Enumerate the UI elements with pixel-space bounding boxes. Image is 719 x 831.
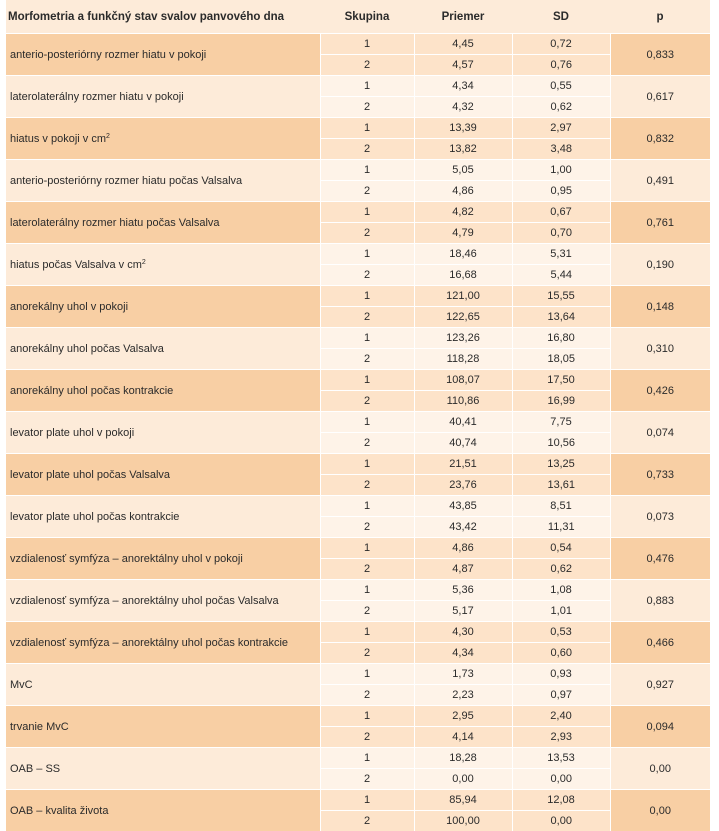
mean-cell: 4,34 [414,76,512,97]
sd-cell: 8,51 [512,496,610,517]
table-row [6,706,710,727]
sd-cell: 13,64 [512,307,610,328]
sd-cell: 2,40 [512,706,610,727]
group-cell: 2 [320,265,414,286]
p-value-cell: 0,310 [610,328,710,370]
header-mean: Priemer [414,0,512,34]
group-cell: 2 [320,601,414,622]
p-value-cell: 0,00 [610,748,710,790]
measure-label [6,328,320,370]
sd-cell: 0,62 [512,559,610,580]
measure-label-text: vzdialenosť symfýza – anorektálny uhol počas kontrakcie [10,637,288,649]
mean-cell: 5,36 [414,580,512,601]
group-cell: 2 [320,181,414,202]
mean-cell: 4,45 [414,34,512,55]
table-row [6,622,710,643]
p-value-cell: 0,073 [610,496,710,538]
measure-label-text: OAB – SS [10,763,60,775]
mean-cell: 123,26 [414,328,512,349]
p-value-cell: 0,617 [610,76,710,118]
table-body [6,34,710,831]
measure-label [6,244,320,286]
measure-label [6,706,320,748]
measure-label-text: laterolaterálny rozmer hiatu v pokoji [10,91,184,103]
measure-label [6,622,320,664]
measure-label-text: hiatus počas Valsalva v cm [10,259,142,271]
measure-label [6,790,320,831]
table-row [6,370,710,391]
measure-label-text: OAB – kvalita života [10,805,108,817]
sd-cell: 0,53 [512,622,610,643]
sd-cell: 1,00 [512,160,610,181]
sd-cell: 2,93 [512,727,610,748]
mean-cell: 21,51 [414,454,512,475]
mean-cell: 122,65 [414,307,512,328]
p-value-cell: 0,927 [610,664,710,706]
mean-cell: 18,46 [414,244,512,265]
measure-label [6,370,320,412]
sd-cell: 1,08 [512,580,610,601]
p-value-cell: 0,426 [610,370,710,412]
sd-cell: 11,31 [512,517,610,538]
group-cell: 1 [320,328,414,349]
mean-cell: 43,85 [414,496,512,517]
group-cell: 1 [320,244,414,265]
table-row [6,538,710,559]
group-cell: 1 [320,412,414,433]
measure-label-text: levator plate uhol v pokoji [10,427,134,439]
table-row [6,580,710,601]
mean-cell: 85,94 [414,790,512,811]
sd-cell: 0,00 [512,811,610,831]
p-value-cell: 0,466 [610,622,710,664]
sd-cell: 5,31 [512,244,610,265]
mean-cell: 16,68 [414,265,512,286]
sd-cell: 16,80 [512,328,610,349]
measure-label-text: anterio-posteriórny rozmer hiatu v pokoji [10,49,206,61]
group-cell: 1 [320,34,414,55]
measure-label-text: anorekálny uhol počas kontrakcie [10,385,173,397]
table-row [6,328,710,349]
mean-cell: 1,73 [414,664,512,685]
group-cell: 2 [320,55,414,76]
sd-cell: 0,60 [512,643,610,664]
table-row [6,454,710,475]
table-row [6,664,710,685]
sd-cell: 0,62 [512,97,610,118]
statistics-table [6,0,710,831]
sd-cell: 15,55 [512,286,610,307]
mean-cell: 108,07 [414,370,512,391]
p-value-cell: 0,733 [610,454,710,496]
group-cell: 2 [320,517,414,538]
measure-label [6,34,320,76]
table-row [6,34,710,55]
measure-label [6,412,320,454]
measure-label [6,118,320,160]
mean-cell: 18,28 [414,748,512,769]
p-value-cell: 0,148 [610,286,710,328]
table-row [6,412,710,433]
mean-cell: 40,41 [414,412,512,433]
sd-cell: 0,70 [512,223,610,244]
mean-cell: 100,00 [414,811,512,831]
group-cell: 2 [320,223,414,244]
table-header [6,0,710,34]
sd-cell: 7,75 [512,412,610,433]
measure-label-text: trvanie MvC [10,721,69,733]
group-cell: 2 [320,811,414,831]
group-cell: 2 [320,391,414,412]
mean-cell: 110,86 [414,391,512,412]
mean-cell: 4,14 [414,727,512,748]
table-row [6,244,710,265]
group-cell: 1 [320,706,414,727]
measure-label [6,748,320,790]
table-row [6,286,710,307]
mean-cell: 4,32 [414,97,512,118]
group-cell: 1 [320,580,414,601]
mean-cell: 121,00 [414,286,512,307]
measure-label [6,538,320,580]
group-cell: 1 [320,622,414,643]
sd-cell: 18,05 [512,349,610,370]
mean-cell: 0,00 [414,769,512,790]
table-row [6,76,710,97]
group-cell: 2 [320,433,414,454]
mean-cell: 13,82 [414,139,512,160]
sd-cell: 13,25 [512,454,610,475]
group-cell: 1 [320,790,414,811]
mean-cell: 4,86 [414,181,512,202]
measure-label-text: vzdialenosť symfýza – anorektálny uhol počas Valsalva [10,595,279,607]
measure-label [6,454,320,496]
p-value-cell: 0,00 [610,790,710,831]
sd-cell: 2,97 [512,118,610,139]
group-cell: 1 [320,286,414,307]
mean-cell: 4,30 [414,622,512,643]
p-value-cell: 0,476 [610,538,710,580]
p-value-cell: 0,074 [610,412,710,454]
p-value-cell: 0,832 [610,118,710,160]
sd-cell: 0,54 [512,538,610,559]
header-row [6,0,710,34]
mean-cell: 5,17 [414,601,512,622]
mean-cell: 4,57 [414,55,512,76]
measure-label-text: anterio-posteriórny rozmer hiatu počas Valsalva [10,175,242,187]
measure-label [6,664,320,706]
sd-cell: 16,99 [512,391,610,412]
group-cell: 1 [320,370,414,391]
measure-label [6,580,320,622]
mean-cell: 4,86 [414,538,512,559]
group-cell: 1 [320,118,414,139]
measure-label-text: levator plate uhol počas kontrakcie [10,511,179,523]
sd-cell: 0,95 [512,181,610,202]
mean-cell: 4,34 [414,643,512,664]
p-value-cell: 0,491 [610,160,710,202]
measure-label-text: anorekálny uhol v pokoji [10,301,128,313]
group-cell: 1 [320,538,414,559]
sd-cell: 5,44 [512,265,610,286]
group-cell: 1 [320,76,414,97]
mean-cell: 4,79 [414,223,512,244]
table-row [6,160,710,181]
mean-cell: 5,05 [414,160,512,181]
mean-cell: 13,39 [414,118,512,139]
sd-cell: 0,00 [512,769,610,790]
sd-cell: 0,97 [512,685,610,706]
measure-label [6,76,320,118]
measure-label-text: levator plate uhol počas Valsalva [10,469,170,481]
p-value-cell: 0,190 [610,244,710,286]
group-cell: 2 [320,307,414,328]
sd-cell: 17,50 [512,370,610,391]
p-value-cell: 0,883 [610,580,710,622]
mean-cell: 4,82 [414,202,512,223]
group-cell: 2 [320,349,414,370]
sd-cell: 13,53 [512,748,610,769]
header-group: Skupina [320,0,414,34]
measure-label [6,496,320,538]
group-cell: 2 [320,559,414,580]
measure-label-text: vzdialenosť symfýza – anorektálny uhol v pokoji [10,553,243,565]
mean-cell: 2,23 [414,685,512,706]
sd-cell: 1,01 [512,601,610,622]
table-row [6,496,710,517]
table-row [6,118,710,139]
p-value-cell: 0,833 [610,34,710,76]
mean-cell: 43,42 [414,517,512,538]
superscript: 2 [106,133,110,140]
group-cell: 2 [320,643,414,664]
measure-label-text: MvC [10,679,33,691]
table-row [6,790,710,811]
sd-cell: 13,61 [512,475,610,496]
group-cell: 1 [320,202,414,223]
group-cell: 2 [320,475,414,496]
mean-cell: 23,76 [414,475,512,496]
measure-label-text: hiatus v pokoji v cm [10,133,106,145]
mean-cell: 4,87 [414,559,512,580]
table-row [6,748,710,769]
header-measure: Morfometria a funkčný stav svalov panvového dna [6,0,320,34]
group-cell: 2 [320,139,414,160]
group-cell: 1 [320,496,414,517]
measure-label-text: laterolaterálny rozmer hiatu počas Valsalva [10,217,220,229]
superscript: 2 [142,259,146,266]
group-cell: 2 [320,685,414,706]
group-cell: 1 [320,160,414,181]
group-cell: 1 [320,454,414,475]
sd-cell: 10,56 [512,433,610,454]
sd-cell: 3,48 [512,139,610,160]
sd-cell: 0,72 [512,34,610,55]
p-value-cell: 0,761 [610,202,710,244]
measure-label-text: anorekálny uhol počas Valsalva [10,343,164,355]
group-cell: 2 [320,769,414,790]
mean-cell: 118,28 [414,349,512,370]
group-cell: 2 [320,727,414,748]
header-p: p [610,0,710,34]
sd-cell: 0,55 [512,76,610,97]
sd-cell: 0,67 [512,202,610,223]
mean-cell: 2,95 [414,706,512,727]
table-row [6,202,710,223]
sd-cell: 0,76 [512,55,610,76]
group-cell: 2 [320,97,414,118]
p-value-cell: 0,094 [610,706,710,748]
measure-label [6,202,320,244]
header-sd: SD [512,0,610,34]
measure-label [6,160,320,202]
group-cell: 1 [320,748,414,769]
sd-cell: 12,08 [512,790,610,811]
group-cell: 1 [320,664,414,685]
mean-cell: 40,74 [414,433,512,454]
sd-cell: 0,93 [512,664,610,685]
measure-label [6,286,320,328]
